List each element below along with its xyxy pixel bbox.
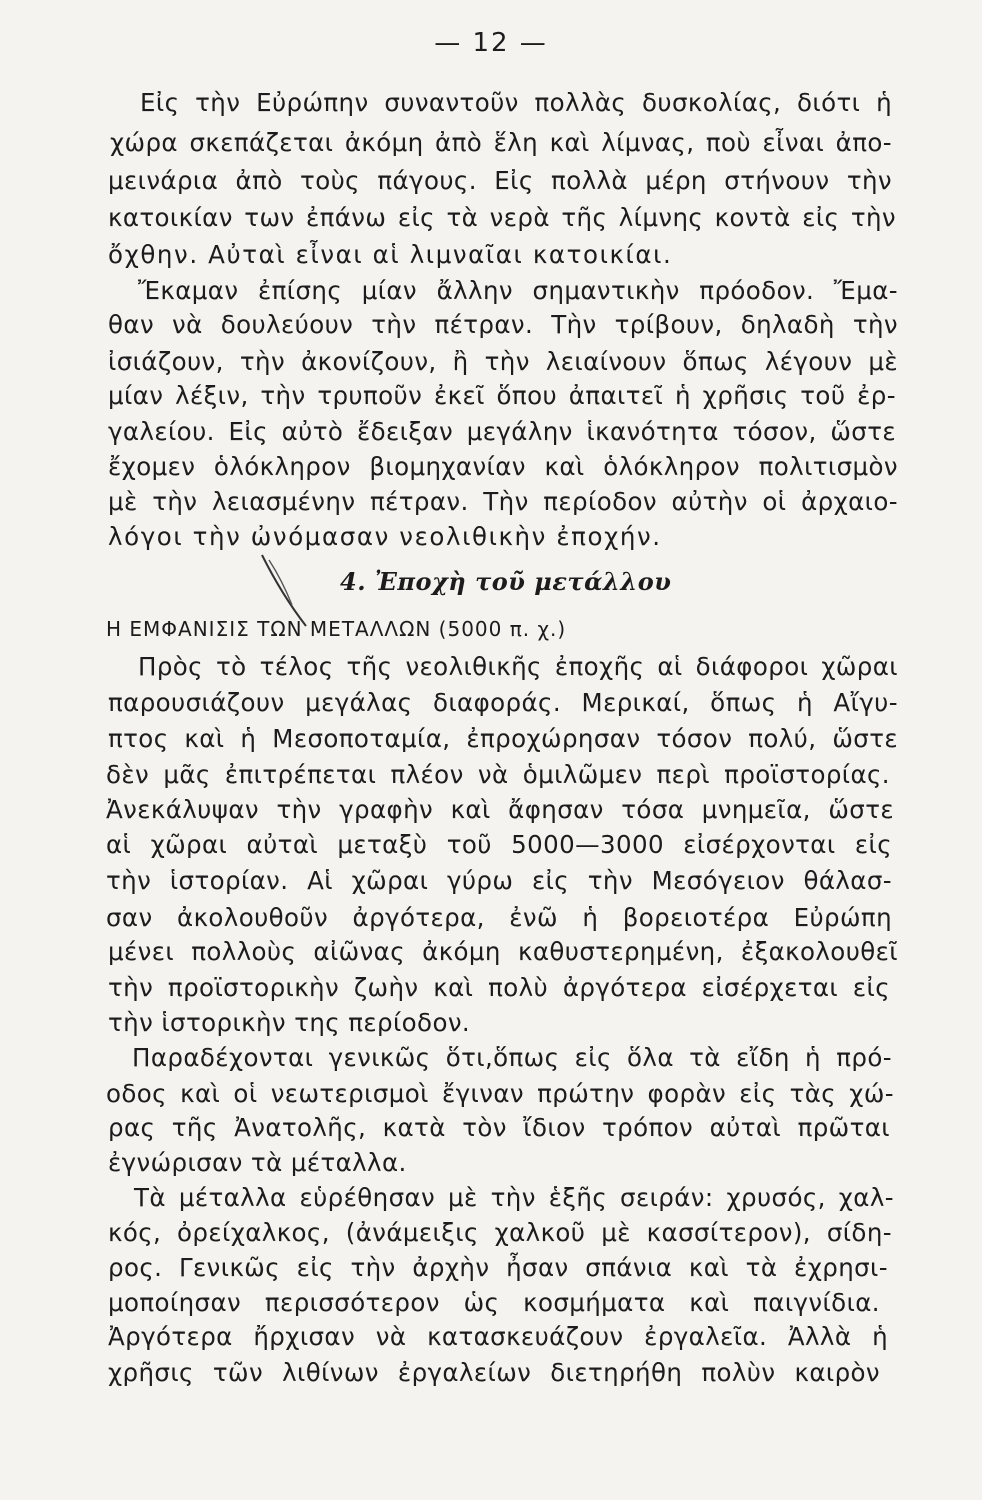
text-line: μοποίησαν περισσότερον ὡς κοσμήματα καὶ παιγνίδια. [108, 1288, 880, 1317]
text-line: Παραδέχονται γενικῶς ὅτι,ὅπως εἰς ὅλα τὰ εἴδη ἡ πρό- [132, 1043, 892, 1072]
section-subheading: Η ΕΜΦΑΝΙΣΙΣ ΤΩΝ ΜΕΤΑΛΛΩΝ (5000 π. χ.) [106, 617, 567, 641]
text-line: ρας τῆς Ἀνατολῆς, κατὰ τὸν ἴδιον τρόπον αὐταὶ πρῶται [108, 1113, 890, 1142]
text-line: κατοικίαν των ἐπάνω εἰς τὰ νερὰ τῆς λίμνης κοντὰ εἰς τὴν [108, 203, 896, 232]
text-line: τὴν ἱστορίαν. Αἱ χῶραι γύρω εἰς τὴν Μεσόγειον θάλασ- [106, 866, 892, 895]
text-line: λόγοι τὴν ὠνόμασαν νεολιθικὴν ἐποχήν. [108, 522, 662, 551]
text-line: κός, ὀρείχαλκος, (ἀνάμειξις χαλκοῦ μὲ κασσίτερον), σίδη- [108, 1218, 892, 1247]
text-line: μένει πολλοὺς αἰῶνας ἀκόμη καθυστερημένη, ἐξακολουθεῖ [108, 937, 898, 966]
text-line: θαν νὰ δουλεύουν τὴν πέτραν. Τὴν τρίβουν, δηλαδὴ τὴν [108, 310, 898, 339]
text-line: Ἀνεκάλυψαν τὴν γραφὴν καὶ ἄφησαν τόσα μνημεῖα, ὥστε [106, 795, 894, 824]
text-line: χώρα σκεπάζεται ἀκόμη ἀπὸ ἕλη καὶ λίμνας, ποὺ εἶναι ἀπο- [110, 128, 892, 157]
text-line: μὲ τὴν λειασμένην πέτραν. Τὴν περίοδον αὐτὴν οἱ ἀρχαιο- [108, 487, 898, 516]
text-line: πτος καὶ ἡ Μεσοποταμία, ἐπροχώρησαν τόσον πολύ, ὥστε [108, 724, 898, 753]
text-line: παρουσιάζουν μεγάλας διαφοράς. Μερικαί, ὅπως ἡ Αἴγυ- [108, 688, 898, 717]
text-line: Ἔκαμαν ἐπίσης μίαν ἄλλην σημαντικὴν πρόοδον. Ἔμα- [138, 276, 898, 305]
text-line: χρῆσις τῶν λιθίνων ἐργαλείων διετηρήθη πολὺν καιρὸν [108, 1358, 880, 1387]
text-line: αἱ χῶραι αὐταὶ μεταξὺ τοῦ 5000—3000 εἰσέρχονται εἰς [106, 830, 892, 859]
text-line: μεινάρια ἀπὸ τοὺς πάγους. Εἰς πολλὰ μέρη στήνουν τὴν [108, 166, 892, 195]
text-line: ἔχομεν ὁλόκληρον βιομηχανίαν καὶ ὁλόκληρον πολιτισμὸν [108, 452, 898, 481]
text-line: Πρὸς τὸ τέλος τῆς νεολιθικῆς ἐποχῆς αἱ διάφοροι χῶραι [138, 652, 898, 681]
text-line: Τὰ μέταλλα εὑρέθησαν μὲ τὴν ἑξῆς σειράν: χρυσός, χαλ- [134, 1183, 894, 1212]
text-line: τὴν προϊστορικὴν ζωὴν καὶ πολὺ ἀργότερα εἰσέρχεται εἰς [108, 973, 890, 1002]
page-number: — 12 — [434, 28, 548, 58]
text-line: ἐγνώρισαν τὰ μέταλλα. [108, 1148, 407, 1177]
text-line: Ἀργότερα ἤρχισαν νὰ κατασκευάζουν ἐργαλεῖα. Ἀλλὰ ἡ [108, 1322, 888, 1351]
text-line: μίαν λέξιν, τὴν τρυποῦν ἐκεῖ ὅπου ἀπαιτεῖ ἡ χρῆσις τοῦ ἐρ- [108, 381, 896, 410]
text-line: ρος. Γενικῶς εἰς τὴν ἀρχὴν ἦσαν σπάνια καὶ τὰ ἐχρησι- [108, 1253, 888, 1282]
text-line: γαλείου. Εἰς αὐτὸ ἔδειξαν μεγάλην ἱκανότητα τόσον, ὥστε [108, 417, 896, 446]
text-line: ὄχθην. Αὐταὶ εἶναι αἱ λιμναῖαι κατοικίαι. [108, 240, 673, 269]
text-line: ἰσιάζουν, τὴν ἀκονίζουν, ἢ τὴν λειαίνουν ὅπως λέγουν μὲ [108, 347, 898, 376]
text-line: δὲν μᾶς ἐπιτρέπεται πλέον νὰ ὁμιλῶμεν περὶ προϊστορίας. [106, 760, 890, 789]
text-line: Εἰς τὴν Εὐρώπην συναντοῦν πολλὰς δυσκολίας, διότι ἡ [140, 88, 892, 117]
section-heading: 4. Ἐποχὴ τοῦ μετάλλου [340, 567, 672, 596]
text-line: οδος καὶ οἱ νεωτερισμοὶ ἔγιναν πρώτην φορὰν εἰς τὰς χώ- [106, 1079, 894, 1108]
text-line: τὴν ἱστορικὴν της περίοδον. [108, 1008, 471, 1037]
text-line: σαν ἀκολουθοῦν ἀργότερα, ἐνῶ ἡ βορειοτέρα Εὐρώπη [106, 903, 892, 932]
